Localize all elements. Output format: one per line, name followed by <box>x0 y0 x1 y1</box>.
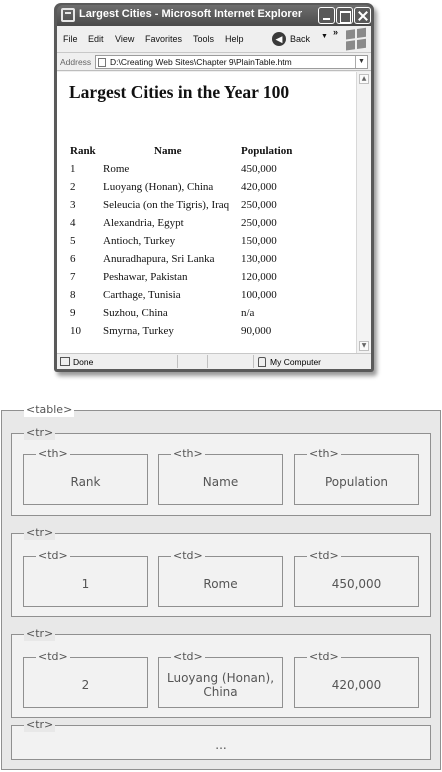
diagram-cell-text: 1 <box>81 576 90 591</box>
diagram-td-cell <box>294 650 419 708</box>
status-divider <box>177 355 178 368</box>
cell-rank: 2 <box>70 181 76 193</box>
diagram-td-cell <box>158 549 283 607</box>
menu-tools[interactable]: Tools <box>193 34 215 44</box>
diagram-cell-text: 450,000 <box>331 576 382 591</box>
cell-rank: 6 <box>70 253 76 265</box>
toolbar-overflow-icon[interactable]: » <box>333 27 339 37</box>
cell-population: 420,000 <box>241 181 277 193</box>
th-tag-label: <th> <box>309 447 339 460</box>
cell-population: n/a <box>241 307 255 319</box>
td-tag-label: <td> <box>309 650 339 663</box>
browser-frame <box>57 26 371 369</box>
menu-edit[interactable]: Edit <box>88 34 104 44</box>
diagram-td-cell <box>23 549 148 607</box>
tr-tag-label: <tr> <box>26 627 54 640</box>
status-divider <box>253 355 254 368</box>
diagram-more-rows <box>11 718 431 760</box>
cell-name: Rome <box>103 163 130 175</box>
header-name: Name <box>154 145 182 157</box>
address-dropdown-icon[interactable]: ▼ <box>355 56 367 68</box>
table-tag-label: <table> <box>26 403 73 416</box>
td-tag-label: <td> <box>38 549 68 562</box>
page-status-icon <box>60 357 70 366</box>
cell-rank: 4 <box>70 217 76 229</box>
cell-population: 130,000 <box>241 253 277 265</box>
diagram-td-cell <box>158 650 283 708</box>
cell-name: Carthage, Tunisia <box>103 289 181 301</box>
address-label: Address <box>60 57 92 67</box>
menu-favorites[interactable]: Favorites <box>145 34 183 44</box>
status-divider <box>207 355 208 368</box>
page-heading: Largest Cities in the Year 100 <box>69 82 290 102</box>
diagram-cell-text: Name <box>202 474 239 489</box>
th-tag-label: <th> <box>173 447 203 460</box>
vertical-scrollbar[interactable] <box>356 72 371 353</box>
computer-zone-icon <box>258 357 266 367</box>
windows-logo-icon <box>346 27 368 52</box>
cell-name: Alexandria, Egypt <box>103 217 184 229</box>
cell-population: 90,000 <box>241 325 272 337</box>
status-text: Done <box>73 357 94 367</box>
cell-name: Antioch, Turkey <box>103 235 176 247</box>
cell-population: 120,000 <box>241 271 277 283</box>
scroll-up-icon[interactable]: ▲ <box>359 74 369 84</box>
menu-view[interactable]: View <box>115 34 135 44</box>
td-tag-label: <td> <box>38 650 68 663</box>
title-bar[interactable] <box>57 5 371 26</box>
browser-window <box>54 3 374 372</box>
header-population: Population <box>241 145 293 157</box>
cell-population: 250,000 <box>241 217 277 229</box>
scroll-down-icon[interactable]: ▼ <box>359 341 369 351</box>
diagram-cell-text: 420,000 <box>331 677 382 692</box>
diagram-cell-text: Population <box>324 474 389 489</box>
minimize-button[interactable] <box>318 7 335 24</box>
td-tag-label: <td> <box>309 549 339 562</box>
diagram-td-cell <box>23 650 148 708</box>
back-dropdown-icon[interactable]: ▼ <box>321 33 328 40</box>
header-rank: Rank <box>70 145 96 157</box>
diagram-cell-text: Luoyang (Honan), China <box>166 670 275 699</box>
page-content <box>57 72 356 353</box>
cell-rank: 3 <box>70 199 76 211</box>
cell-name: Anuradhapura, Sri Lanka <box>103 253 215 265</box>
menu-bar <box>57 26 371 53</box>
cell-population: 150,000 <box>241 235 277 247</box>
cell-population: 250,000 <box>241 199 277 211</box>
tr-tag-label: <tr> <box>26 718 54 731</box>
cell-name: Luoyang (Honan), China <box>103 181 214 193</box>
address-value: D:\Creating Web Sites\Chapter 9\PlainTable.htm <box>110 57 292 67</box>
cell-name: Peshawar, Pakistan <box>103 271 188 283</box>
back-label: Back <box>290 34 311 44</box>
diagram-cell-text: Rank <box>70 474 101 489</box>
window-title: Largest Cities - Microsoft Internet Explorer <box>79 8 303 20</box>
diagram-th-cell <box>158 447 283 505</box>
diagram-th-cell <box>23 447 148 505</box>
back-arrow-icon: ◀ <box>272 32 286 46</box>
cell-name: Suzhou, China <box>103 307 168 319</box>
tr-tag-label: <tr> <box>26 426 54 439</box>
ellipsis-text: ... <box>215 737 227 752</box>
td-tag-label: <td> <box>173 650 203 663</box>
diagram-cell-text: Rome <box>203 576 238 591</box>
diagram-th-cell <box>294 447 419 505</box>
page-icon <box>98 58 106 67</box>
td-tag-label: <td> <box>173 549 203 562</box>
cell-population: 100,000 <box>241 289 277 301</box>
security-zone: My Computer <box>270 357 322 367</box>
diagram-cell-text: 2 <box>81 677 90 692</box>
cell-rank: 9 <box>70 307 76 319</box>
diagram-td-cell <box>294 549 419 607</box>
cell-rank: 5 <box>70 235 76 247</box>
tr-tag-label: <tr> <box>26 526 54 539</box>
cell-name: Seleucia (on the Tigris), Iraq <box>103 199 230 211</box>
status-bar <box>57 353 371 369</box>
maximize-button[interactable] <box>336 7 353 24</box>
ie-window-icon <box>61 8 75 22</box>
address-input[interactable] <box>95 55 368 69</box>
menu-file[interactable]: File <box>63 34 78 44</box>
cell-rank: 10 <box>70 325 81 337</box>
back-button[interactable] <box>272 31 332 48</box>
close-button[interactable] <box>354 7 371 24</box>
cell-rank: 1 <box>70 163 76 175</box>
cell-name: Smyrna, Turkey <box>103 325 174 337</box>
cell-rank: 8 <box>70 289 76 301</box>
cell-rank: 7 <box>70 271 76 283</box>
cell-population: 450,000 <box>241 163 277 175</box>
address-bar <box>57 54 371 71</box>
menu-help[interactable]: Help <box>225 34 244 44</box>
th-tag-label: <th> <box>38 447 68 460</box>
